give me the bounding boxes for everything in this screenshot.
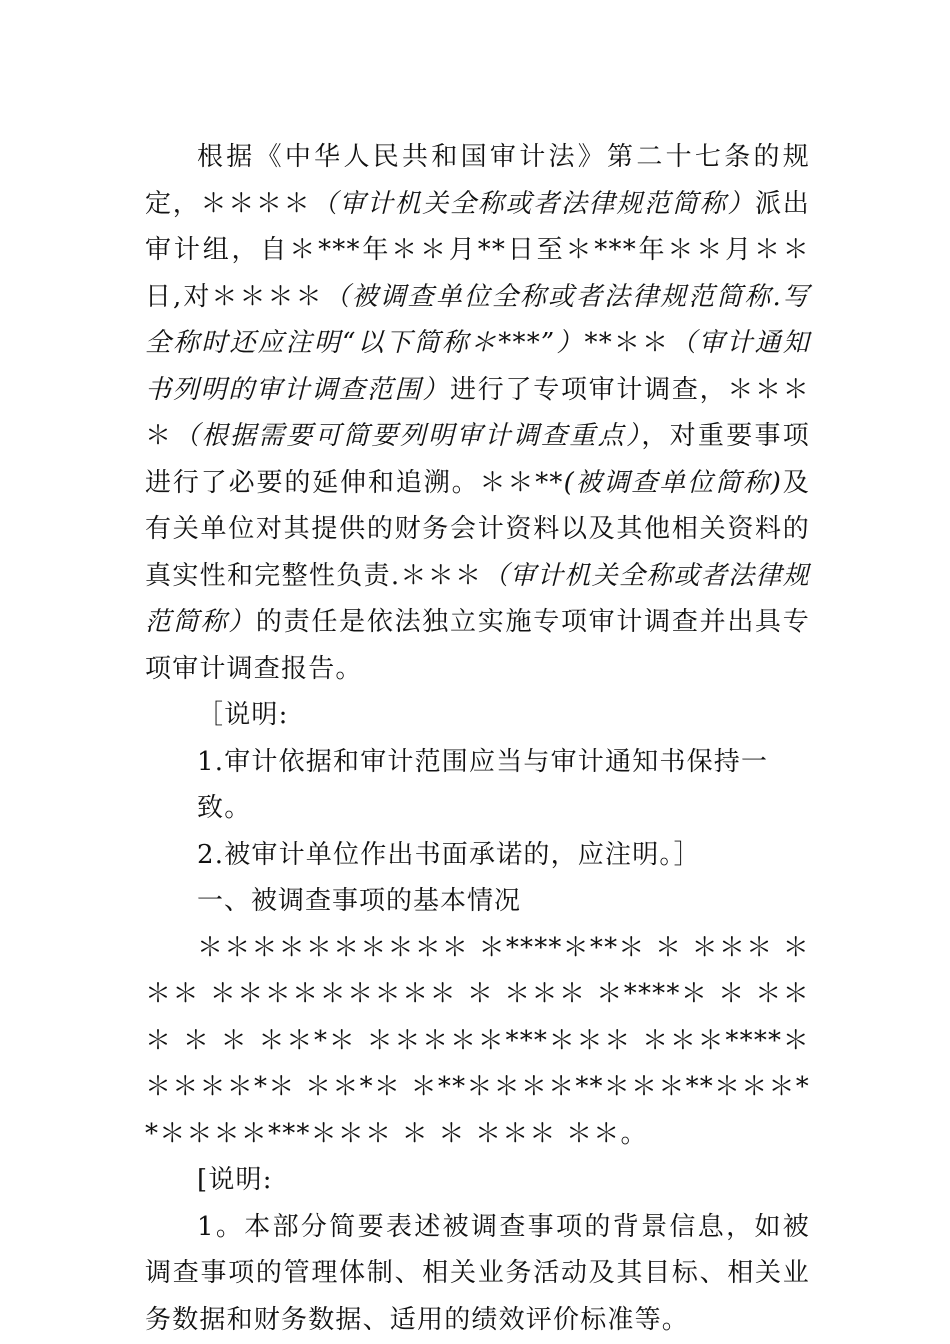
intro-note-italic: （审计机关全称或者法律规范简称）	[145, 560, 810, 637]
intro-text: ，对重要事项进行了必要的延伸和追溯。＊＊**	[145, 421, 811, 498]
section-placeholder-paragraph: ＊＊＊＊＊＊＊＊＊＊ ＊****＊**＊ ＊ ＊＊＊ ＊＊＊ ＊＊＊＊＊＊＊＊＊ ＊ ＊＊＊ ＊****＊ ＊ ＊＊＊ ＊ ＊ ＊＊*＊ ＊＊＊＊＊***＊＊＊ ＊＊＊****＊ ＊＊＊＊*＊ ＊＊*＊ ＊**＊＊＊＊**＊＊＊**＊＊＊**＊＊＊＊***＊＊＊ ＊ ＊ ＊＊＊ ＊＊。	[145, 932, 810, 1149]
placeholder-stars: ＊＊＊＊	[200, 188, 312, 219]
intro-note-italic: （根据需要可简要列明审计调查重点）	[173, 421, 642, 451]
intro-paragraph	[145, 134, 810, 692]
intro-note-italic: (被调查单位简称)	[563, 467, 783, 498]
intro-note-italic: （审计通知书列明的审计调查范围）	[145, 328, 810, 405]
note1-item: 1.审计依据和审计范围应当与审计通知书保持一致。	[197, 746, 769, 823]
intro-text: 及有关单位对其提供的财务会计资料以及其他相关资料的真实性和完整性负责.＊＊＊	[145, 467, 810, 591]
intro-text: 进行了专项审计调查，＊＊＊＊	[145, 374, 810, 451]
intro-text: 派出审计组，自＊***年＊＊月**日至＊***年＊＊月＊＊日,对＊＊＊＊	[145, 188, 810, 312]
note2-title: [说明:	[197, 1165, 273, 1195]
note1-item: 2.被审计单位作出书面承诺的，应注明。］	[197, 839, 701, 870]
note1-title: ［说明:	[197, 700, 289, 730]
intro-note-italic: （审计机关全称或者法律规范简称）	[311, 188, 756, 219]
placeholder-stars: **＊＊	[584, 328, 671, 358]
section-heading: 一、被调查事项的基本情况	[197, 886, 522, 916]
intro-text: 根据《中华人民共和国审计法》第二十七条的规定，	[145, 142, 810, 219]
note2-item: 1。本部分简要表述被调查事项的背景信息，如被调查事项的管理体制、相关业务活动及其目标、相关业务数据和财务数据、适用的绩效评价标准等。	[145, 1211, 810, 1335]
intro-text: 的责任是依法独立实施专项审计调查并出具专项审计调查报告。	[145, 607, 810, 684]
intro-note-italic: （被调查单位全称或者法律规范简称.写全称时还应注明“以下简称＊***”）	[145, 281, 810, 358]
document-body	[145, 134, 810, 1343]
